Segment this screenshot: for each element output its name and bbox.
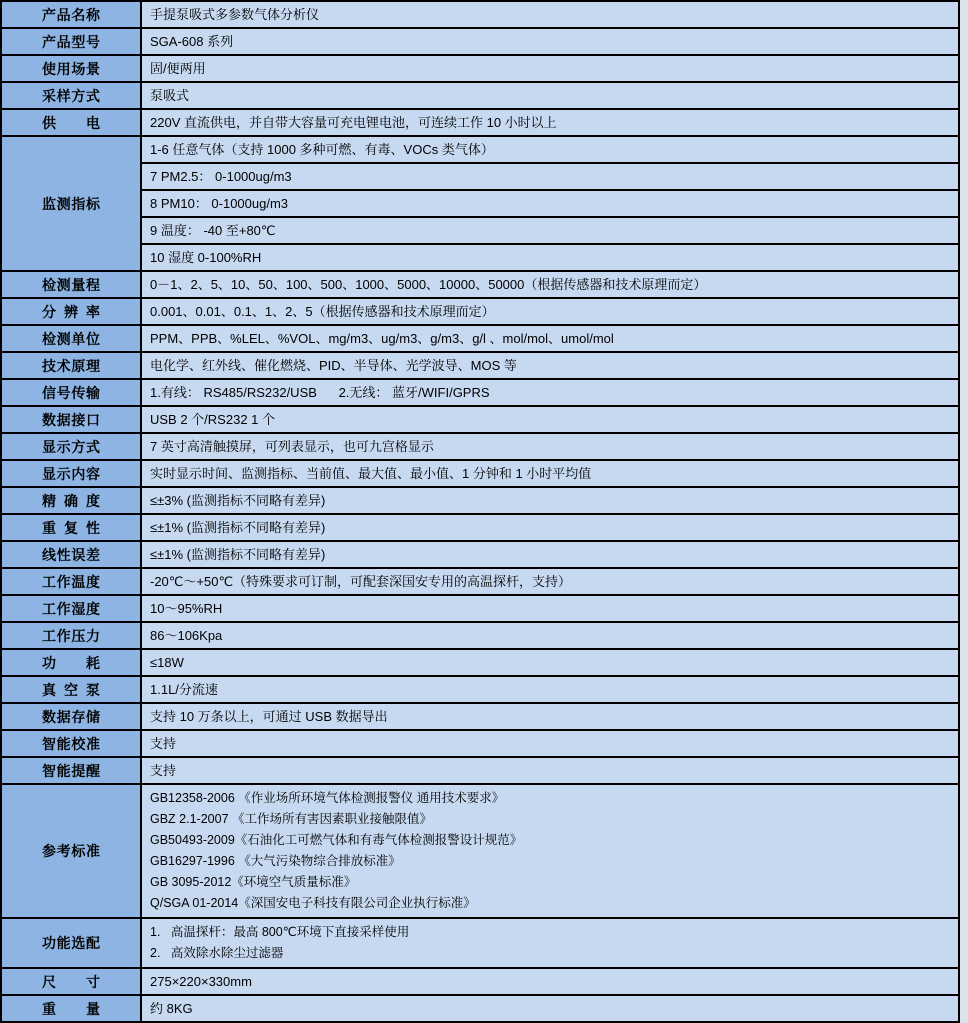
spec-label-resolution — [1, 298, 141, 325]
spec-value-repeatability: ≤±1% (监测指标不同略有差异) — [141, 514, 959, 541]
spec-row-monitoring-indicators-1 — [1, 163, 959, 190]
spec-label-text: 精确度 — [42, 492, 100, 509]
spec-row-technical-principle — [1, 352, 959, 379]
spec-label-text: 采样方式 — [42, 87, 100, 104]
spec-value-data-interface: USB 2 个/RS232 1 个 — [141, 406, 959, 433]
spec-value-product-name: 手提泵吸式多参数气体分析仪 — [141, 1, 959, 28]
spec-label-display-content — [1, 460, 141, 487]
spec-value-line-optional-features-0: 1. 高温探杆：最高 800℃环境下直接采样使用 — [150, 925, 410, 939]
spec-row-display-content — [1, 460, 959, 487]
spec-label-detection-unit — [1, 325, 141, 352]
spec-value-weight: 约 8KG — [141, 995, 959, 1022]
spec-row-power-supply — [1, 109, 959, 136]
spec-value-data-storage: 支持 10 万条以上，可通过 USB 数据导出 — [141, 703, 959, 730]
spec-value-line-reference-standards-1: GBZ 2.1-2007 《工作场所有害因素职业接触限值》 — [150, 812, 432, 826]
spec-row-monitoring-indicators-2 — [1, 190, 959, 217]
spec-label-text: 产品型号 — [42, 33, 100, 50]
spec-label-data-interface — [1, 406, 141, 433]
spec-label-detection-range — [1, 271, 141, 298]
spec-row-usage-scenario — [1, 55, 959, 82]
spec-label-working-temperature — [1, 568, 141, 595]
spec-value-signal-transmission: 1.有线： RS485/RS232/USB 2.无线： 蓝牙/WIFI/GPRS — [141, 379, 959, 406]
spec-value-detection-unit: PPM、PPB、%LEL、%VOL、mg/m3、ug/m3、g/m3、g/l 、mol/mol、umol/mol — [141, 325, 959, 352]
spec-value-display-mode: 7 英寸高清触摸屏，可列表显示，也可九宫格显示 — [141, 433, 959, 460]
spec-label-text: 显示方式 — [42, 438, 100, 455]
spec-label-monitoring-indicators — [1, 136, 141, 271]
spec-label-text: 真空泵 — [42, 681, 100, 698]
spec-row-weight — [1, 995, 959, 1022]
spec-value-line-reference-standards-4: GB 3095-2012《环境空气质量标准》 — [150, 875, 357, 889]
spec-row-detection-unit — [1, 325, 959, 352]
spec-row-monitoring-indicators-4 — [1, 244, 959, 271]
spec-label-usage-scenario — [1, 55, 141, 82]
spec-value-power-consumption: ≤18W — [141, 649, 959, 676]
spec-value-linearity-error: ≤±1% (监测指标不同略有差异) — [141, 541, 959, 568]
spec-row-product-model — [1, 28, 959, 55]
spec-row-vacuum-pump — [1, 676, 959, 703]
spec-value-monitoring-indicators-0: 1-6 任意气体（支持 1000 多种可燃、有毒、VOCs 类气体） — [141, 136, 959, 163]
spec-value-smart-reminder: 支持 — [141, 757, 959, 784]
spec-label-text: 智能提醒 — [42, 762, 100, 779]
spec-label-text: 技术原理 — [42, 357, 100, 374]
spec-label-data-storage — [1, 703, 141, 730]
spec-value-monitoring-indicators-3: 9 温度： -40 至+80℃ — [141, 217, 959, 244]
spec-table-body — [1, 1, 959, 1022]
spec-value-detection-range: 0－1、2、5、10、50、100、500、1000、5000、10000、50000（根据传感器和技术原理而定） — [141, 271, 959, 298]
spec-label-working-pressure — [1, 622, 141, 649]
spec-row-power-consumption — [1, 649, 959, 676]
spec-label-text: 信号传输 — [42, 384, 100, 401]
spec-label-display-mode — [1, 433, 141, 460]
spec-value-reference-standards — [141, 784, 959, 918]
spec-value-monitoring-indicators-2: 8 PM10： 0-1000ug/m3 — [141, 190, 959, 217]
spec-value-sampling-method: 泵吸式 — [141, 82, 959, 109]
spec-label-text: 重量 — [42, 1000, 100, 1017]
spec-label-text: 工作湿度 — [42, 600, 100, 617]
spec-value-display-content: 实时显示时间、监测指标、当前值、最大值、最小值、1 分钟和 1 小时平均值 — [141, 460, 959, 487]
spec-value-monitoring-indicators-1: 7 PM2.5： 0-1000ug/m3 — [141, 163, 959, 190]
spec-value-working-pressure: 86～106Kpa — [141, 622, 959, 649]
spec-row-signal-transmission — [1, 379, 959, 406]
spec-row-linearity-error — [1, 541, 959, 568]
spec-label-weight — [1, 995, 141, 1022]
spec-value-monitoring-indicators-4: 10 湿度 0-100%RH — [141, 244, 959, 271]
spec-label-power-consumption — [1, 649, 141, 676]
spec-label-repeatability — [1, 514, 141, 541]
spec-row-smart-calibration — [1, 730, 959, 757]
spec-label-product-model — [1, 28, 141, 55]
spec-label-product-name — [1, 1, 141, 28]
spec-row-monitoring-indicators-0 — [1, 136, 959, 163]
spec-label-text: 显示内容 — [42, 465, 100, 482]
spec-label-text: 智能校准 — [42, 735, 100, 752]
spec-label-vacuum-pump — [1, 676, 141, 703]
spec-label-text: 功耗 — [42, 654, 100, 671]
spec-row-working-pressure — [1, 622, 959, 649]
spec-label-text: 数据接口 — [42, 411, 100, 428]
spec-value-vacuum-pump: 1.1L/分流速 — [141, 676, 959, 703]
spec-label-technical-principle — [1, 352, 141, 379]
spec-row-data-storage — [1, 703, 959, 730]
spec-value-line-reference-standards-2: GB50493-2009《石油化工可燃气体和有毒气体检测报警设计规范》 — [150, 833, 523, 847]
spec-value-smart-calibration: 支持 — [141, 730, 959, 757]
spec-label-text: 分辨率 — [42, 303, 100, 320]
spec-value-line-optional-features-1: 2. 高效除水除尘过滤器 — [150, 946, 284, 960]
spec-row-repeatability — [1, 514, 959, 541]
spec-row-working-humidity — [1, 595, 959, 622]
spec-label-smart-calibration — [1, 730, 141, 757]
spec-label-text: 供电 — [42, 114, 100, 131]
spec-value-usage-scenario: 固/便两用 — [141, 55, 959, 82]
spec-value-technical-principle: 电化学、红外线、催化燃烧、PID、半导体、光学波导、MOS 等 — [141, 352, 959, 379]
spec-row-smart-reminder — [1, 757, 959, 784]
spec-label-text: 工作温度 — [42, 573, 100, 590]
spec-label-dimensions — [1, 968, 141, 995]
spec-label-optional-features — [1, 918, 141, 968]
spec-row-display-mode — [1, 433, 959, 460]
spec-row-optional-features — [1, 918, 959, 968]
spec-value-working-temperature: -20℃～+50℃（特殊要求可订制，可配套深国安专用的高温探杆，支持） — [141, 568, 959, 595]
spec-row-working-temperature — [1, 568, 959, 595]
spec-row-resolution — [1, 298, 959, 325]
spec-label-text: 功能选配 — [42, 935, 100, 951]
spec-label-linearity-error — [1, 541, 141, 568]
spec-label-working-humidity — [1, 595, 141, 622]
spec-value-line-reference-standards-0: GB12358-2006 《作业场所环境气体检测报警仪 通用技术要求》 — [150, 791, 505, 805]
spec-row-dimensions — [1, 968, 959, 995]
spec-label-text: 检测单位 — [42, 330, 100, 347]
spec-value-dimensions: 275×220×330mm — [141, 968, 959, 995]
spec-value-accuracy: ≤±3% (监测指标不同略有差异) — [141, 487, 959, 514]
spec-label-text: 线性误差 — [42, 546, 100, 563]
spec-label-text: 检测量程 — [42, 276, 100, 293]
spec-value-line-reference-standards-3: GB16297-1996 《大气污染物综合排放标准》 — [150, 854, 401, 868]
spec-row-detection-range — [1, 271, 959, 298]
spec-label-text: 重复性 — [42, 519, 100, 536]
spec-label-text: 产品名称 — [42, 6, 100, 23]
spec-row-product-name — [1, 1, 959, 28]
spec-value-optional-features — [141, 918, 959, 968]
spec-label-text: 监测指标 — [42, 195, 100, 212]
spec-label-text: 工作压力 — [42, 627, 100, 644]
spec-value-working-humidity: 10～95%RH — [141, 595, 959, 622]
spec-label-text: 尺寸 — [42, 973, 100, 990]
spec-row-data-interface — [1, 406, 959, 433]
spec-row-accuracy — [1, 487, 959, 514]
spec-value-product-model: SGA-608 系列 — [141, 28, 959, 55]
spec-label-accuracy — [1, 487, 141, 514]
spec-label-signal-transmission — [1, 379, 141, 406]
spec-label-text: 使用场景 — [42, 60, 100, 77]
spec-value-power-supply: 220V 直流供电，并自带大容量可充电锂电池，可连续工作 10 小时以上 — [141, 109, 959, 136]
spec-label-reference-standards — [1, 784, 141, 918]
spec-label-text: 数据存储 — [42, 708, 100, 725]
spec-row-monitoring-indicators-3 — [1, 217, 959, 244]
spec-row-sampling-method — [1, 82, 959, 109]
spec-label-text: 参考标准 — [42, 843, 100, 859]
spec-label-sampling-method — [1, 82, 141, 109]
spec-label-smart-reminder — [1, 757, 141, 784]
spec-value-resolution: 0.001、0.01、0.1、1、2、5（根据传感器和技术原理而定） — [141, 298, 959, 325]
spec-value-line-reference-standards-5: Q/SGA 01-2014《深国安电子科技有限公司企业执行标准》 — [150, 896, 476, 910]
spec-label-power-supply — [1, 109, 141, 136]
spec-row-reference-standards — [1, 784, 959, 918]
